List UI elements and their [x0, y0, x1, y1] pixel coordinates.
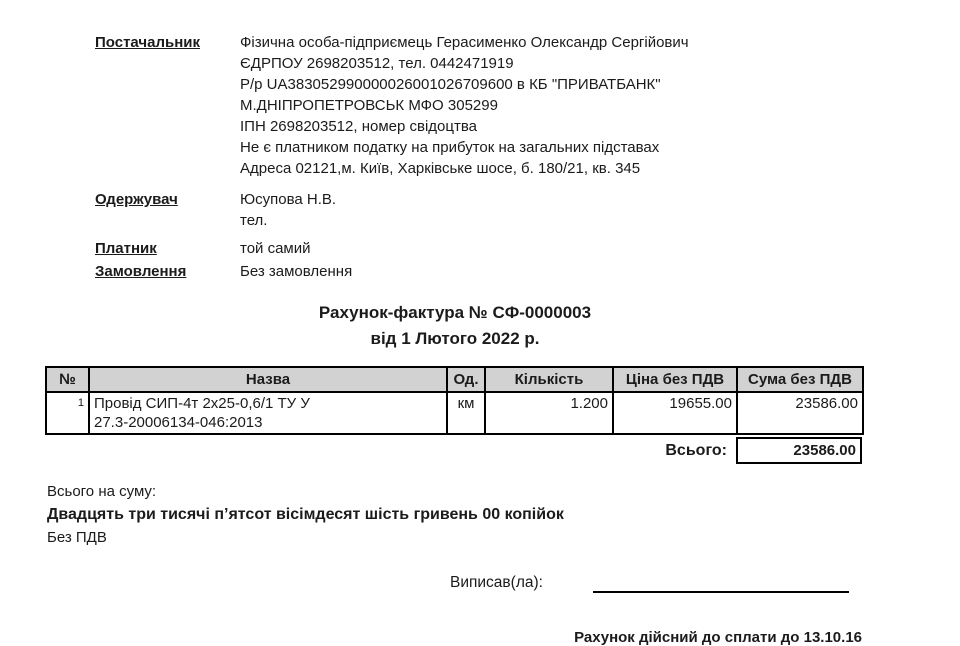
item-name	[89, 392, 447, 434]
recipient-row	[0, 189, 960, 231]
signature-line	[593, 577, 849, 593]
issued-by-row	[450, 573, 960, 593]
col-header-unit: Од.	[447, 367, 485, 392]
order-value: Без замовлення	[240, 263, 353, 280]
invoice-title	[45, 300, 865, 352]
order-row	[0, 261, 960, 282]
order-details	[240, 261, 960, 282]
recipient-name: Юсупова Н.В.	[240, 191, 337, 208]
recipient-label: Одержувач	[95, 191, 178, 208]
supplier-tax-status: Не є платником податку на прибуток на загальних підставах	[240, 139, 660, 156]
payer-value: той самий	[240, 240, 311, 257]
col-header-number: №	[46, 367, 89, 392]
items-table-header-row	[46, 367, 863, 392]
supplier-edrpou-phone: ЄДРПОУ 2698203512, тел. 0442471919	[240, 55, 514, 72]
order-label: Замовлення	[95, 263, 187, 280]
total-value: 23586.00	[736, 437, 862, 464]
payer-details	[240, 238, 960, 259]
items-table	[45, 366, 864, 435]
total-row	[45, 437, 862, 464]
supplier-bank-city-mfo: М.ДНІПРОПЕТРОВСЬК МФО 305299	[240, 97, 498, 114]
invoice-title-number: Рахунок-фактура № СФ-0000003	[318, 303, 592, 322]
supplier-address: Адреса 02121,м. Київ, Харківське шосе, б. 180/21, кв. 345	[240, 160, 641, 177]
payer-label: Платник	[95, 240, 157, 257]
recipient-phone: тел.	[240, 212, 268, 229]
total-in-words: Двадцять три тисячі п’ятсот вісімдесят шість гривень 00 копійок	[47, 506, 564, 523]
recipient-details	[240, 189, 960, 231]
parties-section	[0, 32, 960, 282]
supplier-label: Постачальник	[95, 34, 200, 51]
supplier-bank-account: Р/р UA383052990000026001026709600 в КБ "ПРИВАТБАНК"	[240, 76, 661, 93]
supplier-details	[240, 32, 960, 179]
item-sum: 23586.00	[737, 392, 863, 434]
item-name-line1: Провід СИП-4т 2х25-0,6/1 ТУ У	[94, 395, 310, 412]
supplier-name: Фізична особа-підприємець Герасименко Олександр Сергійович	[240, 34, 689, 51]
vat-note: Без ПДВ	[47, 529, 107, 546]
item-name-line2: 27.3-20006134-046:2013	[94, 414, 263, 431]
supplier-row	[0, 32, 960, 179]
col-header-name: Назва	[89, 367, 447, 392]
validity-note: Рахунок дійсний до сплати до 13.10.16	[574, 629, 862, 646]
table-row	[46, 392, 863, 434]
total-label: Всього:	[665, 441, 727, 459]
col-header-price-no-vat: Ціна без ПДВ	[613, 367, 737, 392]
payer-row	[0, 238, 960, 259]
summary-section	[47, 480, 960, 549]
item-quantity: 1.200	[485, 392, 613, 434]
item-price: 19655.00	[613, 392, 737, 434]
col-header-sum-no-vat: Сума без ПДВ	[737, 367, 863, 392]
invoice-title-date: від 1 Лютого 2022 р.	[370, 329, 540, 348]
col-header-quantity: Кількість	[485, 367, 613, 392]
supplier-ipn: ІПН 2698203512, номер свідоцтва	[240, 118, 477, 135]
total-in-words-label: Всього на суму:	[47, 483, 157, 500]
issued-by-label: Виписав(ла):	[450, 574, 543, 591]
item-unit: км	[447, 392, 485, 434]
item-number: 1	[46, 392, 89, 434]
